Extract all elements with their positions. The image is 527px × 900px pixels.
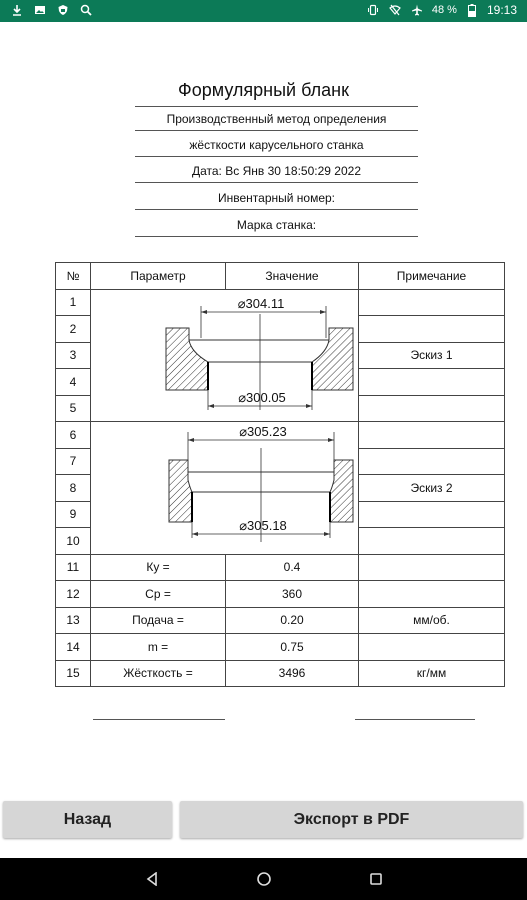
row-number: 3 [56, 342, 91, 369]
back-triangle-icon[interactable] [142, 870, 162, 888]
document-title: Формулярный бланк [178, 80, 349, 100]
param-ky: Ку = [91, 554, 226, 581]
shield-icon [56, 3, 70, 17]
sketch-1-note: Эскиз 1 [359, 342, 505, 369]
table-row [56, 554, 505, 581]
row-number: 12 [56, 581, 91, 608]
header-divider [135, 209, 418, 210]
row-number: 14 [56, 634, 91, 661]
header-divider [135, 106, 418, 107]
table-row [56, 581, 505, 608]
row-number: 9 [56, 501, 91, 528]
note-m [359, 634, 505, 661]
value-ky: 0.4 [226, 554, 359, 581]
header-date-line: Дата: Вс Янв 30 18:50:29 2022 [191, 164, 361, 178]
value-cp: 360 [226, 581, 359, 608]
table-row [56, 634, 505, 661]
battery-icon [465, 3, 479, 17]
header-divider [135, 182, 418, 183]
param-cp: Ср = [91, 581, 226, 608]
table-row [56, 607, 505, 634]
param-stiffness: Жёсткость = [91, 660, 226, 687]
image-icon [33, 3, 47, 17]
table-row [56, 422, 505, 449]
row-number: 5 [56, 395, 91, 422]
value-stiffness: 3496 [226, 660, 359, 687]
table-row [56, 289, 505, 316]
col-header-note: Примечание [359, 263, 505, 290]
note-feed: мм/об. [359, 607, 505, 634]
status-bar [0, 0, 527, 22]
header-divider [135, 130, 418, 131]
col-header-param: Параметр [91, 263, 226, 290]
header-machine-line: жёсткости карусельного станка [189, 138, 364, 152]
back-button[interactable]: Назад [3, 801, 172, 838]
search-icon [79, 3, 93, 17]
value-feed: 0.20 [226, 607, 359, 634]
col-header-value: Значение [226, 263, 359, 290]
clock: 19:13 [486, 3, 517, 17]
navigation-bar [0, 858, 527, 900]
export-pdf-button[interactable]: Экспорт в PDF [180, 801, 523, 838]
home-circle-icon[interactable] [254, 870, 274, 888]
sketch-2 [91, 422, 359, 555]
sketch-2-note: Эскиз 2 [359, 475, 505, 502]
note-ky [359, 554, 505, 581]
signature-line-right [355, 719, 475, 720]
sketch-2-bottom-dimension: ⌀305.18 [239, 518, 287, 533]
data-table [55, 262, 505, 687]
value-m: 0.75 [226, 634, 359, 661]
sketch-1 [91, 289, 359, 422]
param-m: m = [91, 634, 226, 661]
row-number: 6 [56, 422, 91, 449]
param-feed: Подача = [91, 607, 226, 634]
table-header-row [56, 263, 505, 290]
vibrate-icon [366, 3, 380, 17]
note-stiffness: кг/мм [359, 660, 505, 687]
wifi-off-icon [388, 3, 402, 17]
row-number: 4 [56, 369, 91, 396]
row-number: 8 [56, 475, 91, 502]
row-number: 15 [56, 660, 91, 687]
header-brand-line: Марка станка: [236, 218, 317, 232]
row-number: 1 [56, 289, 91, 316]
header-inventory-line: Инвентарный номер: [217, 191, 336, 205]
row-number: 2 [56, 316, 91, 343]
battery-level: 48 % [431, 4, 457, 16]
sketch-1-bottom-dimension: ⌀300.05 [238, 389, 286, 405]
sketch-1-top-dimension: ⌀304.11 [237, 295, 285, 311]
row-number: 13 [56, 607, 91, 634]
row-number: 7 [56, 448, 91, 475]
row-number: 10 [56, 528, 91, 555]
table-row [56, 660, 505, 687]
airplane-icon [410, 3, 424, 17]
recent-apps-icon[interactable] [366, 870, 386, 888]
header-divider [135, 156, 418, 157]
sketch-2-top-dimension: ⌀305.23 [239, 424, 287, 439]
header-divider [135, 236, 418, 237]
note-cp [359, 581, 505, 608]
row-number: 11 [56, 554, 91, 581]
signature-line-left [93, 719, 225, 720]
download-icon [10, 3, 24, 17]
col-header-number: № [56, 263, 91, 290]
header-method-line: Производственный метод определения [166, 112, 387, 126]
